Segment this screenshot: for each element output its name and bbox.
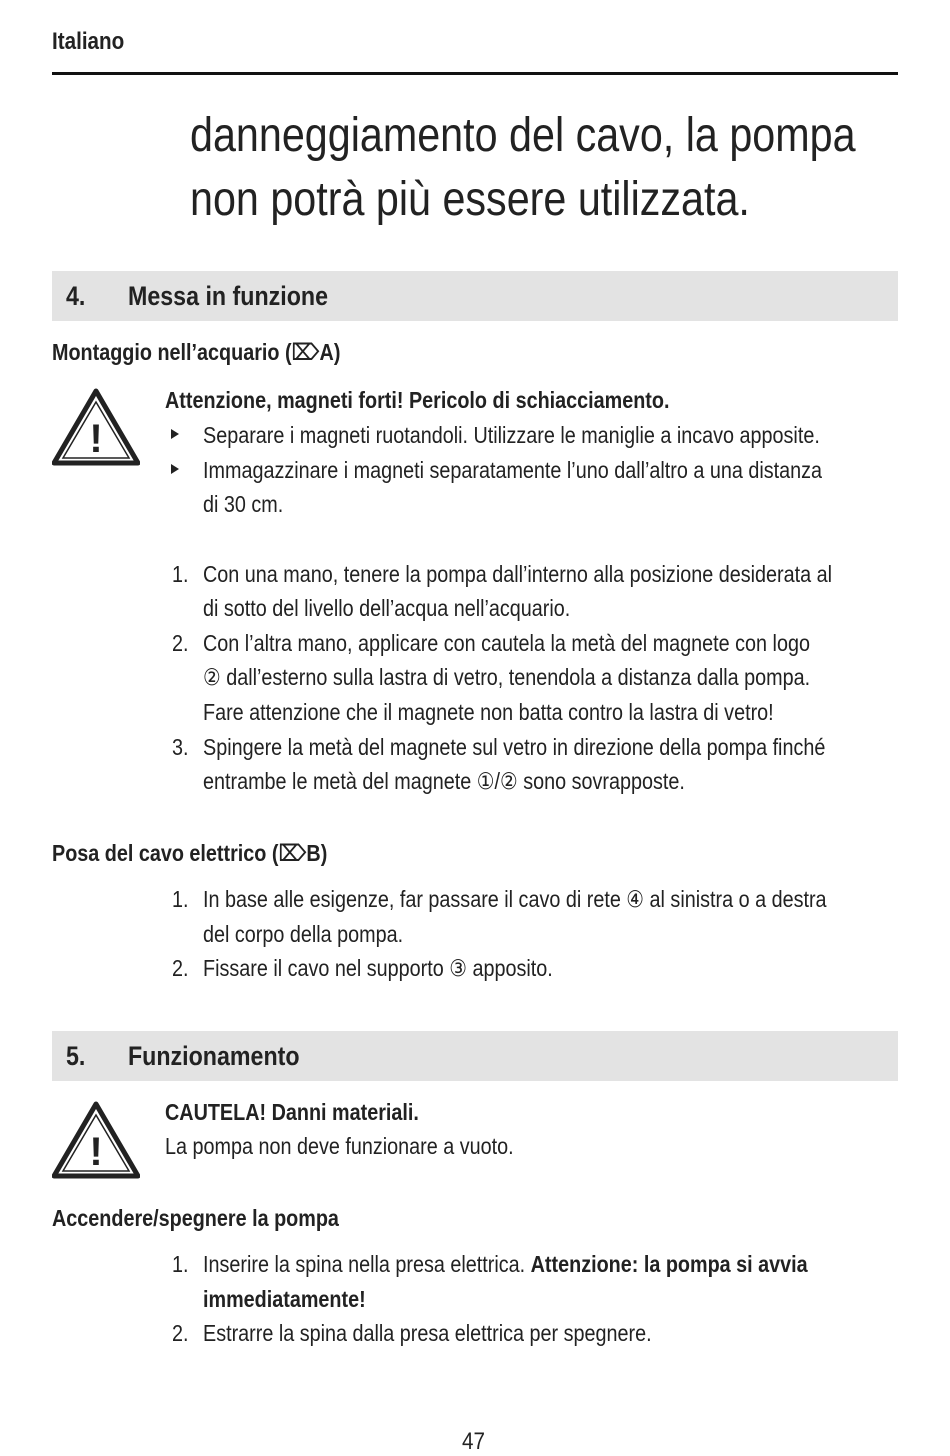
step-text: In base alle esigenze, far passare il cavo di rete ④ al sinistra o a destra — [203, 886, 827, 912]
step-text: di sotto del livello dell’acqua nell’acquario. — [203, 595, 571, 621]
page-number: 47 — [462, 1428, 485, 1455]
mounting-heading: Montaggio nell’acquario (⌦A) — [52, 339, 341, 365]
triangle-bullet-icon — [170, 428, 180, 440]
mounting-warning-title: Attenzione, magneti forti! Pericolo di schiacciamento. — [165, 387, 670, 413]
step-text: Fissare il cavo nel supporto ③ apposito. — [203, 955, 553, 981]
section-4-title: Messa in funzione — [128, 281, 328, 311]
svg-text:!: ! — [89, 417, 103, 461]
step-text: Spingere la metà del magnete sul vetro in direzione della pompa finché — [203, 734, 826, 760]
step-number: 2. — [172, 955, 189, 981]
intro-line-2: non potrà più essere utilizzata. — [190, 173, 750, 226]
section-5-title: Funzionamento — [128, 1041, 300, 1071]
language-label: Italiano — [52, 28, 125, 55]
step-plain-text: Inserire la spina nella presa elettrica. — [203, 1251, 526, 1277]
section-4-header — [52, 271, 898, 321]
bullet-item-continued: di 30 cm. — [203, 491, 284, 517]
bullet-item: Separare i magneti ruotandoli. Utilizzare le maniglie a incavo apposite. — [203, 422, 820, 448]
step-text: Con l’altra mano, applicare con cautela la metà del magnete con logo — [203, 630, 810, 656]
step-text: Fare attenzione che il magnete non batta contro la lastra di vetro! — [203, 699, 774, 725]
step-text: Con una mano, tenere la pompa dall’interno alla posizione desiderata al — [203, 561, 832, 587]
step-number: 2. — [172, 630, 189, 656]
step-bold-text: immediatamente! — [203, 1286, 366, 1312]
step-number: 1. — [172, 886, 189, 912]
triangle-bullet-icon — [170, 463, 180, 475]
step-text: del corpo della pompa. — [203, 921, 404, 947]
bullet-item: Immagazzinare i magneti separatamente l’uno dall’altro a una distanza — [203, 457, 823, 483]
section-4-number: 4. — [66, 281, 86, 311]
step-bold-text: Attenzione: la pompa si avvia — [530, 1251, 808, 1277]
step-text — [203, 1251, 808, 1278]
onoff-heading: Accendere/spegnere la pompa — [52, 1205, 339, 1231]
intro-line-1: danneggiamento del cavo, la pompa — [190, 109, 856, 162]
section-5-header — [52, 1031, 898, 1081]
header-rule — [52, 72, 898, 75]
step-number: 3. — [172, 734, 189, 760]
svg-text:!: ! — [89, 1130, 103, 1174]
section-5-number: 5. — [66, 1041, 86, 1071]
step-text: entrambe le metà del magnete ①/② sono sovrapposte. — [203, 768, 685, 794]
cable-heading: Posa del cavo elettrico (⌦B) — [52, 840, 328, 866]
caution-title: CAUTELA! Danni materiali. — [165, 1099, 419, 1125]
step-text: Estrarre la spina dalla presa elettrica per spegnere. — [203, 1320, 652, 1346]
step-text: ② dall’esterno sulla lastra di vetro, tenendola a distanza dalla pompa. — [203, 664, 811, 690]
warning-triangle-icon — [52, 388, 140, 466]
step-number: 2. — [172, 1320, 189, 1346]
step-number: 1. — [172, 1251, 189, 1277]
step-number: 1. — [172, 561, 189, 587]
warning-triangle-icon — [52, 1101, 140, 1179]
caution-text: La pompa non deve funzionare a vuoto. — [165, 1133, 514, 1159]
